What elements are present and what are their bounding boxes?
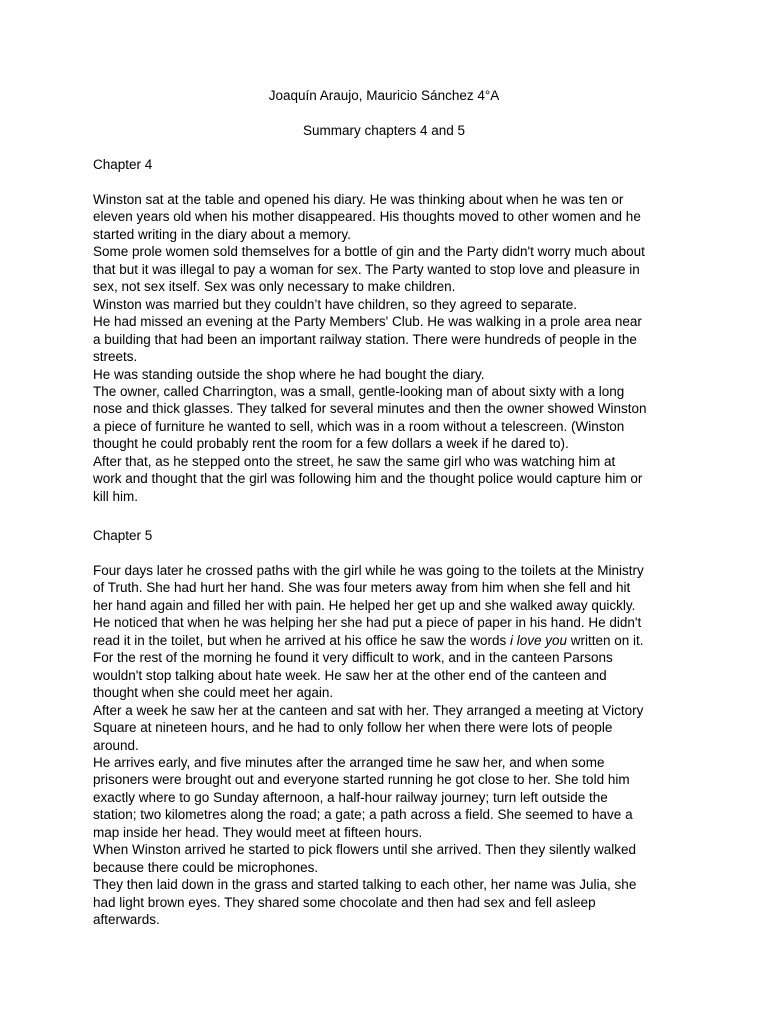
text-line: a building that had been an important railway station. There were hundreds of people in the bbox=[93, 331, 637, 347]
text-line: After a week he saw her at the canteen and sat with her. They arranged a meeting at Victory bbox=[93, 702, 644, 718]
text-line: nose and thick glasses. They talked for several minutes and then the owner showed Winston bbox=[93, 401, 647, 417]
text-line: sex, not sex itself. Sex was only necessary to make children. bbox=[93, 279, 456, 295]
text-line: They then laid down in the grass and started talking to each other, her name was Julia, she bbox=[93, 877, 637, 893]
chapter-5-body bbox=[93, 562, 683, 929]
text-line: When Winston arrived he started to pick flowers until she arrived. Then they silently walked bbox=[93, 842, 636, 858]
text-line: wouldn't stop talking about hate week. He saw her at the other end of the canteen and bbox=[93, 667, 607, 683]
italic-phrase: i love you bbox=[509, 632, 568, 648]
text-line: around. bbox=[93, 737, 139, 753]
text-line: streets. bbox=[93, 349, 138, 365]
text-line: He had missed an evening at the Party Members' Club. He was walking in a prole area near bbox=[93, 314, 642, 330]
author-line: Joaquín Araujo, Mauricio Sánchez 4°A bbox=[268, 88, 500, 103]
text-line: a piece of furniture he wanted to sell, which was in a room without a telescreen. (Winston bbox=[93, 418, 625, 434]
chapter-5-heading: Chapter 5 bbox=[93, 528, 153, 543]
text-line: started writing in the diary about a memory. bbox=[93, 226, 351, 242]
chapter-4-heading: Chapter 4 bbox=[93, 157, 153, 172]
text-line: For the rest of the morning he found it very difficult to work, and in the canteen Parsons bbox=[93, 650, 613, 666]
text-line: had light brown eyes. They shared some chocolate and then had sex and fell asleep bbox=[93, 894, 596, 910]
text-line-with-italic bbox=[93, 632, 683, 649]
text-line: Square at nineteen hours, and he had to only follow her when there were lots of people bbox=[93, 720, 613, 736]
text-line: He noticed that when he was helping her she had put a piece of paper in his hand. He didn't bbox=[93, 615, 642, 631]
text-line: He arrives early, and five minutes after the arranged time he saw her, and when some bbox=[93, 754, 605, 770]
text-line: station; two kilometres along the road; a gate; a path across a field. She seemed to have a bbox=[93, 807, 633, 823]
text-line: Winston was married but they couldn’t have children, so they agreed to separate. bbox=[93, 296, 578, 312]
text-segment: read it in the toilet, but when he arrived at his office he saw the words bbox=[93, 632, 510, 648]
text-line: map inside her head. They would meet at fifteen hours. bbox=[93, 824, 423, 840]
text-line: Some prole women sold themselves for a bottle of gin and the Party didn't worry much about bbox=[93, 244, 645, 260]
text-line: Winston sat at the table and opened his diary. He was thinking about when he was ten or bbox=[93, 192, 624, 207]
text-line: kill him. bbox=[93, 488, 139, 504]
text-line: afterwards. bbox=[93, 912, 160, 928]
text-line: After that, as he stepped onto the street, he saw the same girl who was watching him at bbox=[93, 453, 616, 469]
text-line: exactly where to go Sunday afternoon, a half-hour railway journey; turn left outside the bbox=[93, 789, 608, 805]
text-line: that but it was illegal to pay a woman for sex. The Party wanted to stop love and pleasure in bbox=[93, 261, 640, 277]
document-title: Summary chapters 4 and 5 bbox=[302, 123, 466, 138]
chapter-4-body bbox=[93, 191, 683, 505]
text-line: eleven years old when his mother disappeared. His thoughts moved to other women and he bbox=[93, 209, 641, 225]
text-line: Four days later he crossed paths with the girl while he was going to the toilets at the Ministry bbox=[93, 563, 644, 578]
text-line: because there could be microphones. bbox=[93, 859, 319, 875]
text-line: work and thought that the girl was following him and the thought police would capture him or bbox=[93, 471, 643, 487]
text-line: The owner, called Charrington, was a small, gentle-looking man of about sixty with a long bbox=[93, 383, 625, 399]
text-line: thought when she could meet her again. bbox=[93, 685, 334, 701]
text-segment: written on it. bbox=[567, 632, 644, 648]
text-line: her hand again and filled her with pain. He helped her get up and she walked away quickly. bbox=[93, 597, 636, 613]
text-line: He was standing outside the shop where he had bought the diary. bbox=[93, 366, 485, 382]
text-line: thought he could probably rent the room for a few dollars a week if he dared to). bbox=[93, 436, 569, 452]
text-line: of Truth. She had hurt her hand. She was four meters away from him when she fell and hit bbox=[93, 580, 631, 596]
text-line: prisoners were brought out and everyone started running he got close to her. She told him bbox=[93, 772, 630, 788]
